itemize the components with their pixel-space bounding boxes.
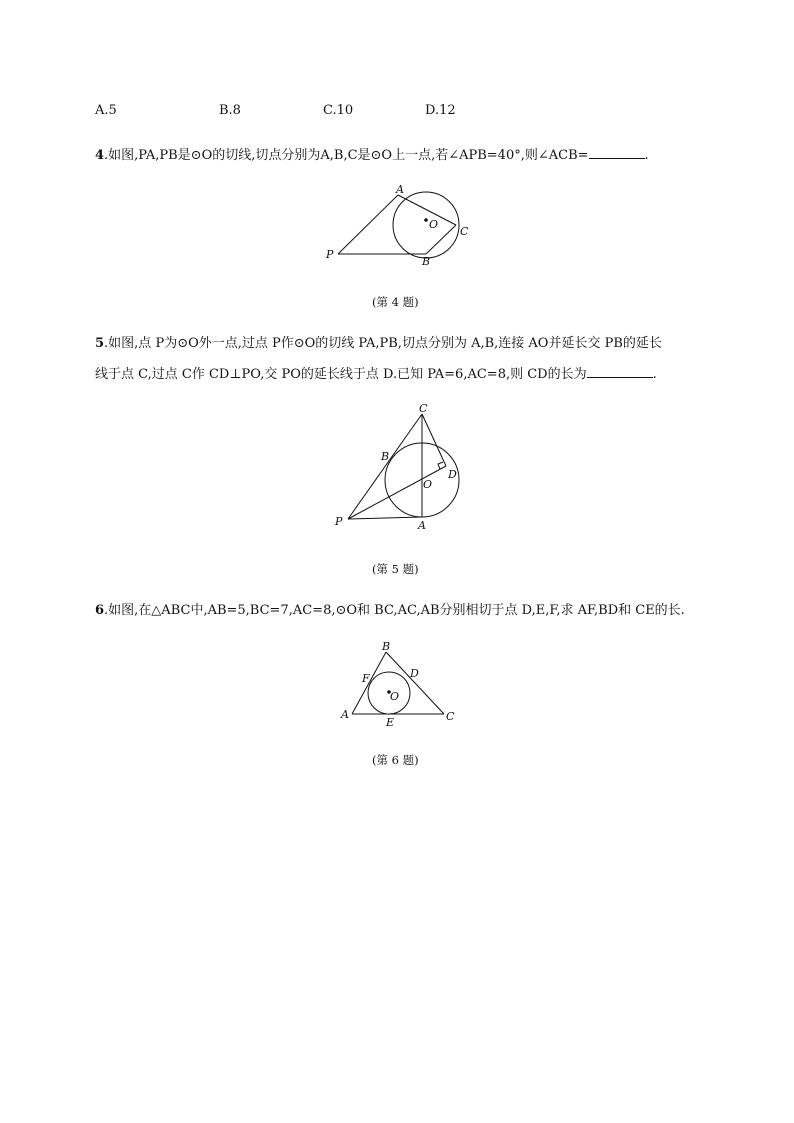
question-6 bbox=[95, 603, 685, 619]
label-f: F bbox=[362, 672, 370, 685]
label-o: O bbox=[423, 478, 433, 491]
option-a: A.5 bbox=[95, 103, 117, 118]
question-5-line-1 bbox=[95, 336, 662, 352]
side-bc bbox=[386, 652, 444, 714]
center-point bbox=[424, 218, 428, 222]
circle-o bbox=[393, 192, 459, 258]
label-a: A bbox=[418, 519, 426, 532]
label-p: P bbox=[326, 248, 334, 261]
label-c: C bbox=[460, 225, 469, 238]
question-5-line-2: 线于点 C,过点 C作 CD⊥PO,交 PO的延长线于点 D.已知 PA=6,AC=8,则 CD的长为 . bbox=[95, 364, 657, 383]
question-text: .如图,点 P为⊙O外一点,过点 P作⊙O的切线 PA,PB,切点分别为 A,B,连接 AO并延长交 PB的延长 bbox=[104, 336, 662, 351]
question-text: .如图,PA,PB是⊙O的切线,切点分别为A,B,C是⊙O上一点,若∠APB=40°,则∠ACB= bbox=[104, 148, 589, 163]
label-o: O bbox=[429, 218, 439, 231]
answer-blank bbox=[587, 364, 653, 378]
label-b: B bbox=[422, 255, 431, 268]
label-a: A bbox=[396, 183, 404, 196]
label-d: D bbox=[448, 468, 457, 481]
option-b: B.8 bbox=[219, 103, 241, 118]
question-text: .如图,在△ABC中,AB=5,BC=7,AC=8,⊙O和 BC,AC,AB分别相切于点 D,E,F,求 AF,BD和 CE的长. bbox=[104, 603, 685, 618]
label-a: A bbox=[341, 708, 349, 721]
question-number: 4 bbox=[95, 148, 105, 163]
figure-q5 bbox=[328, 402, 478, 534]
label-c: C bbox=[419, 402, 428, 415]
answer-blank bbox=[589, 145, 645, 159]
label-c: C bbox=[446, 710, 455, 723]
caption-q5: (第 5 题) bbox=[372, 562, 419, 576]
line-pd bbox=[348, 466, 446, 519]
caption-q6: (第 6 题) bbox=[372, 753, 419, 767]
label-d: D bbox=[410, 667, 419, 680]
tangent-pa bbox=[338, 195, 398, 254]
label-b: B bbox=[381, 450, 390, 463]
option-d: D.12 bbox=[425, 103, 456, 118]
figure-q6 bbox=[336, 638, 462, 728]
label-e: E bbox=[386, 716, 395, 728]
question-number: 5 bbox=[95, 336, 105, 351]
label-p: P bbox=[335, 515, 343, 528]
figure-q4 bbox=[318, 180, 478, 270]
question-number: 6 bbox=[95, 603, 105, 618]
label-o: O bbox=[390, 690, 400, 703]
option-c: C.10 bbox=[323, 103, 354, 118]
caption-q4: (第 4 题) bbox=[372, 295, 419, 309]
line-cd bbox=[422, 414, 446, 466]
question-text: 线于点 C,过点 C作 CD⊥PO,交 PO的延长线于点 D.已知 PA=6,AC=8,则 CD的长为 bbox=[95, 367, 587, 382]
tangent-pa bbox=[348, 517, 422, 519]
line-pc bbox=[348, 414, 422, 519]
label-b: B bbox=[382, 640, 391, 653]
question-4: 4.如图,PA,PB是⊙O的切线,切点分别为A,B,C是⊙O上一点,若∠APB=40°,则∠ACB= . bbox=[95, 145, 649, 164]
